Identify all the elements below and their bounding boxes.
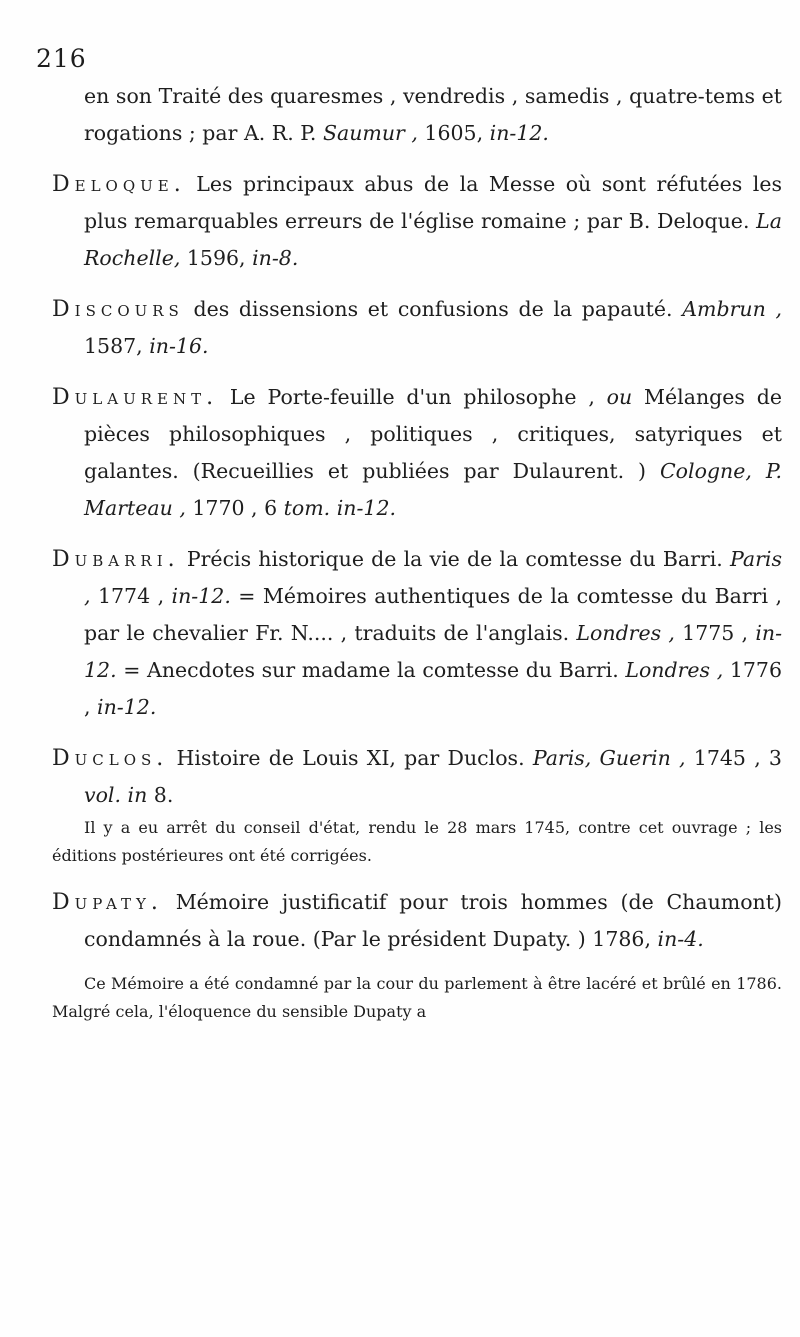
- entry-text: quatre-tems et rogations ; par A. R. P.: [84, 84, 782, 145]
- bibliography-entry-continuation: [52, 78, 782, 152]
- entry-format: in-16.: [149, 334, 209, 358]
- entry-place: Ambrun ,: [682, 297, 782, 321]
- bibliography-entry: [52, 291, 782, 365]
- entry-place: Paris, Guerin ,: [532, 746, 686, 770]
- entry-text: Les principaux abus de la Messe où sont réfutées les plus remarquables erreurs de l'église romaine ; par B. Deloque.: [84, 172, 782, 233]
- entry-note-text: Il y a eu arrêt du conseil d'état, rendu le 28 mars 1745, contre cet ouvrage ; les éditions postérieures ont été corrigées.: [52, 818, 782, 865]
- bibliography-entry: [52, 379, 782, 527]
- entry-format: in-12.: [97, 695, 157, 719]
- bibliography-entry: [52, 884, 782, 958]
- entry-place: Cologne, P. Marteau ,: [84, 459, 782, 520]
- entry-note: [52, 814, 782, 870]
- bibliography-entry: [52, 740, 782, 814]
- entry-author: Dubarri.: [52, 547, 180, 572]
- entry-text: Précis historique de la vie de la comtesse du Barri.: [186, 547, 731, 571]
- entry-text: = Anecdotes sur madame la comtesse du Barri.: [116, 658, 626, 682]
- entry-text: en son Traité des quaresmes , vendredis , samedis ,: [84, 84, 623, 108]
- entry-place: La Rochelle,: [84, 209, 782, 270]
- entry-format: in-4.: [657, 927, 704, 951]
- entry-note: [52, 970, 782, 1026]
- entry-date: 1745 , 3: [685, 746, 782, 770]
- entry-text: des dissensions et confusions de la papauté.: [193, 297, 683, 321]
- entry-place: Saumur ,: [322, 121, 418, 145]
- entry-format: in-12.: [171, 584, 231, 608]
- entry-text: Histoire de Louis XI, par Duclos.: [176, 746, 533, 770]
- entry-date: 1596,: [180, 246, 253, 270]
- entry-author: Deloque.: [52, 172, 186, 197]
- entry-date: 1776 ,: [84, 658, 783, 719]
- entry-connector: ou: [606, 385, 633, 409]
- entry-author: Dupaty.: [52, 890, 163, 915]
- entry-volumes: vol. in: [84, 783, 148, 807]
- entry-format: in-8.: [252, 246, 299, 270]
- bibliography-entry: [52, 166, 782, 277]
- entry-text: = Mémoires authentiques de la comtesse du Barri , par le chevalier Fr. N.... , traduits de l'anglais.: [84, 584, 782, 645]
- entry-place: Paris ,: [84, 547, 782, 608]
- entry-date: 1774 ,: [90, 584, 172, 608]
- entry-date: 1770 , 6: [185, 496, 284, 520]
- entry-format: 8.: [147, 783, 174, 807]
- entry-date: 1775 ,: [674, 621, 756, 645]
- entry-author: Discours: [52, 297, 184, 322]
- entry-format: in-12.: [489, 121, 549, 145]
- entry-author: Duclos.: [52, 746, 169, 771]
- entry-format: in-12.: [84, 621, 782, 682]
- entry-text: 1605,: [424, 121, 490, 145]
- entry-date: 1587,: [84, 334, 150, 358]
- entry-text: Mélanges de pièces philosophiques , politiques , critiques, satyriques et galantes. (Recueillies et publiées par Dulaurent. ): [84, 385, 782, 483]
- entry-author: Dulaurent.: [52, 385, 219, 410]
- entry-place: Londres ,: [625, 658, 724, 682]
- entry-volumes: tom.: [283, 496, 331, 520]
- entry-text: Mémoire justificatif pour trois hommes (de Chaumont) condamnés à la roue. (Par le président Dupaty. ) 1786,: [84, 890, 782, 951]
- entry-text: Le Porte-feuille d'un philosophe ,: [229, 385, 607, 409]
- entry-note-text: Ce Mémoire a été condamné par la cour du parlement à être lacéré et brûlé en 1786. Malgré cela, l'éloquence du sensible Dupaty a: [52, 974, 782, 1021]
- entry-place: Londres ,: [576, 621, 675, 645]
- bibliography-entry: [52, 541, 782, 726]
- entry-format: in-12.: [336, 496, 397, 520]
- page-number: 216: [36, 44, 87, 73]
- bibliography-content: [52, 78, 782, 1026]
